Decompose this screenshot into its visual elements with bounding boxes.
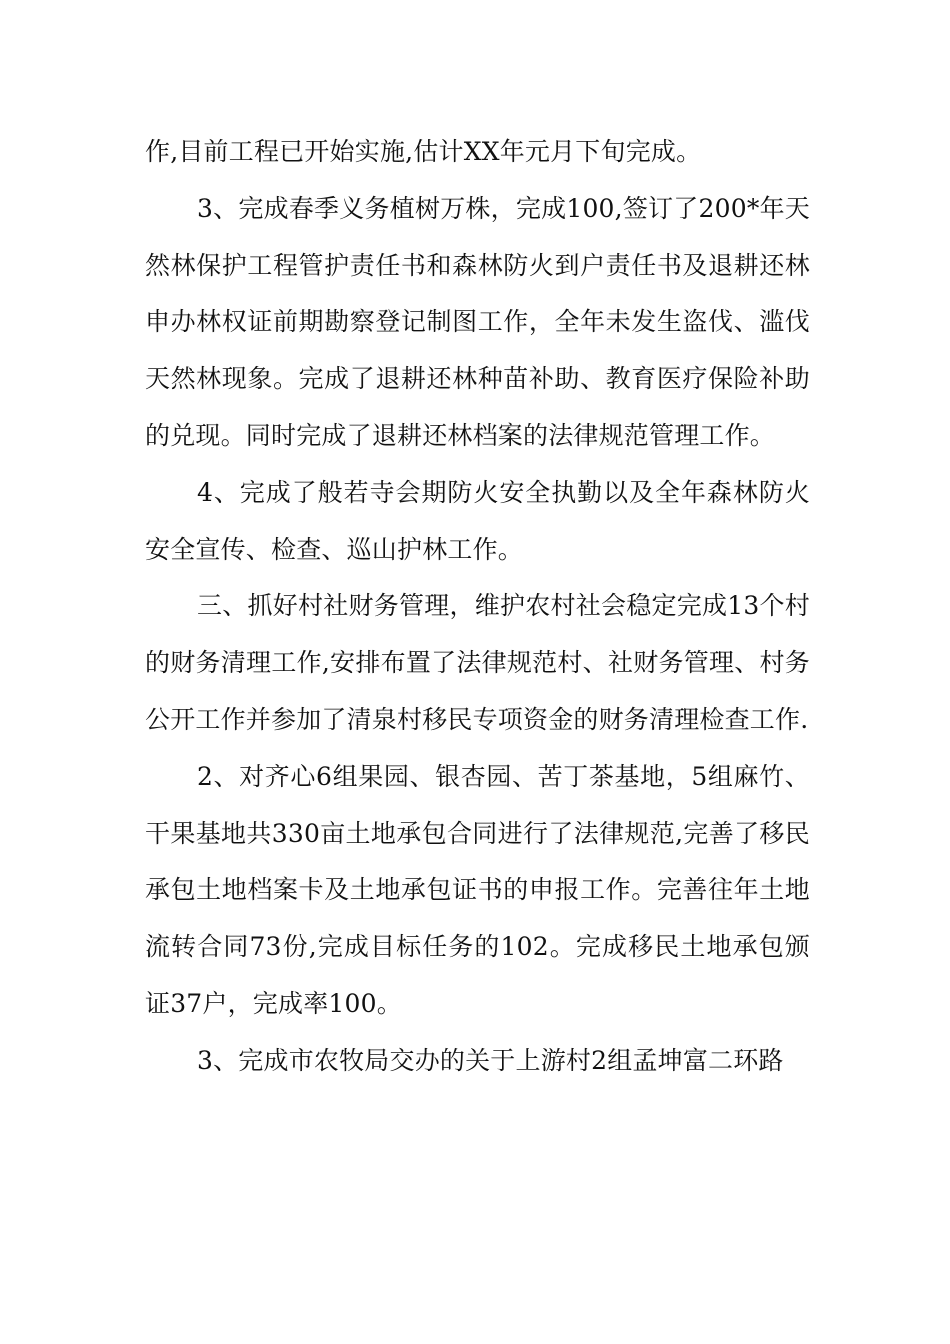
paragraph-6: 3、完成市农牧局交办的关于上游村2组孟坤富二环路 <box>197 1045 784 1075</box>
paragraph-5: 2、对齐心6组果园、银杏园、苦丁茶基地，5组麻竹、干果基地共330亩土地承包合同进行了法律规范,完善了移民承包土地档案卡及土地承包证书的申报工作。完善往年土地流转合同73份,完成目标任务的102。完成移民土地承包颁证37户，完成率100。 <box>145 761 810 1018</box>
paragraph-2: 3、完成春季义务植树万株，完成100,签订了200*年天然林保护工程管护责任书和森林防火到户责任书及退耕还林申办林权证前期勘察登记制图工作，全年未发生盗伐、滥伐天然林现象。完成了退耕还林种苗补助、教育医疗保险补助的兑现。同时完成了退耕还林档案的法律规范管理工作。 <box>145 193 810 450</box>
paragraph-1: 作,目前工程已开始实施,估计XX年元月下旬完成。 <box>145 137 702 166</box>
paragraph-4: 三、抓好村社财务管理，维护农村社会稳定完成13个村的财务清理工作,安排布置了法律规范村、社财务管理、村务公开工作并参加了清泉村移民专项资金的财务清理检查工作. <box>145 591 810 734</box>
paragraph-3: 4、完成了般若寺会期防火安全执勤以及全年森林防火安全宣传、检查、巡山护林工作。 <box>145 477 810 564</box>
document-body <box>145 124 810 1090</box>
